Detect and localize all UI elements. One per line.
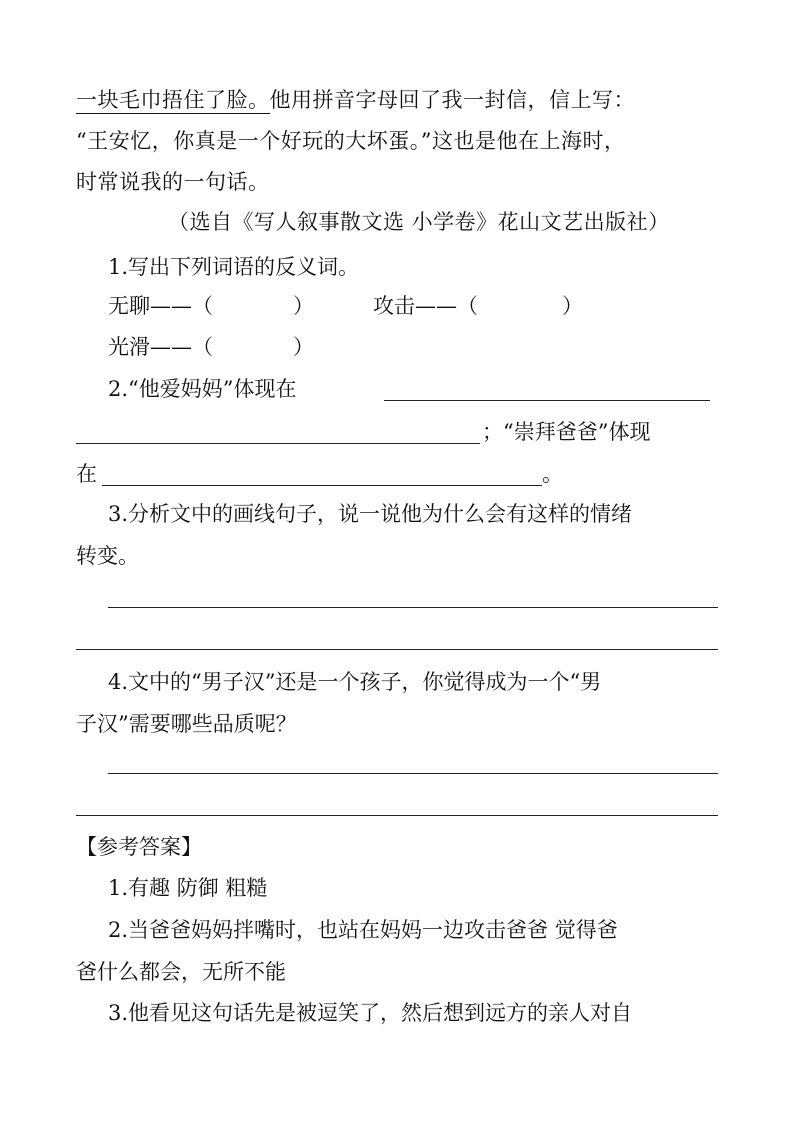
antonym-close-1: ） — [293, 294, 314, 318]
antonym-item-2 — [373, 292, 583, 320]
passage-line-1 — [76, 86, 635, 114]
answer-blank-2a[interactable] — [384, 400, 710, 401]
passage-line-2: “王安忆，你真是一个好玩的大坏蛋。”这也是他在上海时， — [76, 129, 626, 153]
question-3-line-1: 3.分析文中的画线句子，说一说他为什么会有这样的情绪 — [108, 502, 633, 526]
source-citation: （选自《写人叙事散文选 小学卷》花山文艺出版社） — [168, 210, 670, 234]
answers-heading: 【参考答案】 — [76, 835, 202, 859]
question-3-line-2: 转变。 — [76, 544, 139, 568]
antonym-close-2: ） — [562, 294, 583, 318]
answer-blank-2c[interactable] — [102, 485, 542, 486]
answer-line-4a[interactable] — [108, 773, 718, 774]
question-2-part-1: 2.“他爱妈妈”体现在 — [108, 377, 297, 401]
antonym-close-3: ） — [293, 335, 314, 359]
antonym-item-1 — [108, 292, 314, 320]
question-4-line-2: 子汉”需要哪些品质呢？ — [76, 712, 297, 736]
answer-1: 1.有趣 防御 粗糙 — [108, 876, 268, 900]
answer-3-line-1: 3.他看见这句话先是被逗笑了，然后想到远方的亲人对自 — [108, 1001, 633, 1025]
antonym-word-1: 无聊——（ — [108, 294, 213, 318]
answer-line-3b[interactable] — [76, 649, 718, 650]
antonym-item-3 — [108, 333, 314, 361]
antonym-word-3: 光滑——（ — [108, 335, 213, 359]
passage-line-3: 时常说我的一句话。 — [76, 170, 270, 194]
answer-2-line-2: 爸什么都会，无所不能 — [76, 960, 286, 984]
answer-blank-2b[interactable] — [76, 443, 480, 444]
question-4-line-1: 4.文中的“男子汉”还是一个孩子，你觉得成为一个“男 — [108, 670, 602, 694]
answer-line-4b[interactable] — [76, 815, 718, 816]
question-1-prompt: 1.写出下列词语的反义词。 — [108, 255, 360, 279]
question-2-part-2: ；“崇拜爸爸”体现 — [482, 420, 651, 444]
answer-line-3a[interactable] — [108, 607, 718, 608]
question-2-part-3-start: 在 — [76, 462, 97, 486]
antonym-word-2: 攻击——（ — [373, 294, 478, 318]
question-2-part-3-end: 。 — [542, 462, 563, 486]
underlined-sentence: 一块毛巾捂住了脸。 — [76, 88, 270, 112]
passage-line-1-rest: 他用拼音字母回了我一封信，信上写： — [269, 88, 635, 112]
answer-2-line-1: 2.当爸爸妈妈拌嘴时，也站在妈妈一边攻击爸爸 觉得爸 — [108, 918, 618, 942]
